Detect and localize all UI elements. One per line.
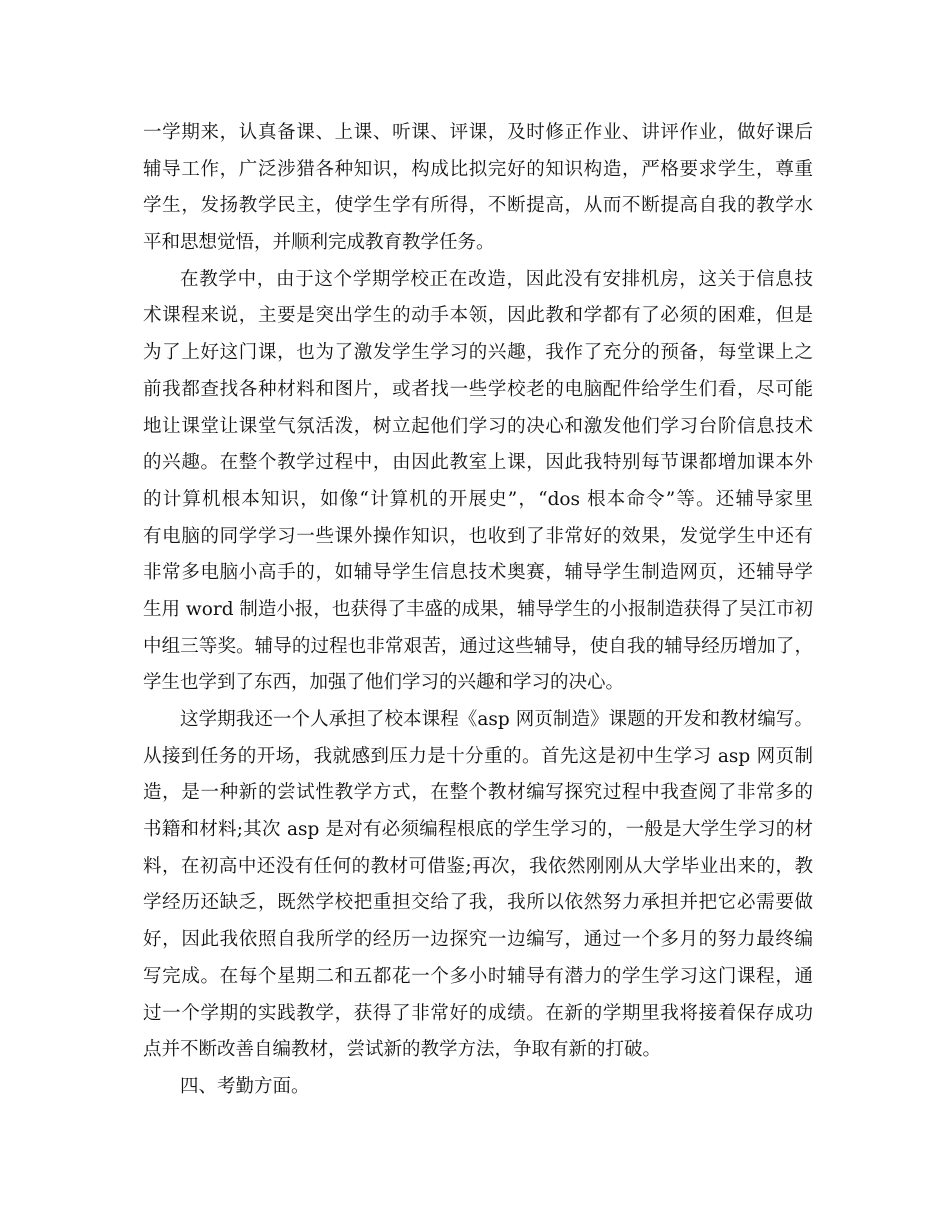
text-line: 中组三等奖。辅导的过程也非常艰苦，通过这些辅导，使自我的辅导经历增加了， xyxy=(143,635,813,657)
text-line: 过一个学期的实践教学，获得了非常好的成绩。在新的学期里我将接着保存成功 xyxy=(143,1002,813,1024)
text-line: 为了上好这门课，也为了激发学生学习的兴趣，我作了充分的预备，每堂课上之 xyxy=(143,342,813,364)
text-line: 学生也学到了东西，加强了他们学习的兴趣和学习的决心。 xyxy=(143,672,625,694)
text-line: 写完成。在每个星期二和五都花一个多小时辅导有潜力的学生学习这门课程，通 xyxy=(143,965,813,987)
text-line: 的计算机根本知识，如像“计算机的开展史”，“dos 根本命令”等。还辅导家里 xyxy=(143,488,813,510)
text-line: 在教学中，由于这个学期学校正在改造，因此没有安排机房，这关于信息技 xyxy=(180,268,813,290)
text-line: 点并不断改善自编教材，尝试新的教学方法，争取有新的打破。 xyxy=(143,1039,662,1061)
document-body xyxy=(143,115,813,1106)
text-line: 辅导工作，广泛涉猎各种知识，构成比拟完好的知识构造，严格要求学生，尊重 xyxy=(143,158,813,180)
text-line: 前我都查找各种材料和图片，或者找一些学校老的电脑配件给学生们看，尽可能 xyxy=(143,378,813,400)
text-line: 造，是一种新的尝试性教学方式，在整个教材编写探究过程中我查阅了非常多的 xyxy=(143,782,813,804)
text-line: 书籍和材料;其次 asp 是对有必须编程根底的学生学习的，一般是大学生学习的材 xyxy=(143,819,813,841)
text-line: 术课程来说，主要是突出学生的动手本领，因此教和学都有了必须的困难，但是 xyxy=(143,305,813,327)
text-line: 一学期来，认真备课、上课、听课、评课，及时修正作业、讲评作业，做好课后 xyxy=(143,122,813,143)
text-line: 学经历还缺乏，既然学校把重担交给了我，我所以依然努力承担并把它必需要做 xyxy=(143,892,813,914)
text-line: 有电脑的同学学习一些课外操作知识，也收到了非常好的效果，发觉学生中还有 xyxy=(143,525,813,547)
text-line: 四、考勤方面。 xyxy=(180,1075,310,1097)
paragraph xyxy=(143,702,813,1069)
text-line: 的兴趣。在整个教学过程中，由因此教室上课，因此我特别每节课都增加课本外 xyxy=(143,452,813,474)
text-line: 平和思想觉悟，并顺利完成教育教学任务。 xyxy=(143,232,495,254)
text-line: 非常多电脑小高手的，如辅导学生信息技术奥赛，辅导学生制造网页，还辅导学 xyxy=(143,562,813,584)
paragraph xyxy=(143,1069,813,1106)
paragraph xyxy=(143,262,813,702)
text-line: 好，因此我依照自我所学的经历一边探究一边编写，通过一个多月的努力最终编 xyxy=(143,929,813,951)
text-line: 料，在初高中还没有任何的教材可借鉴;再次，我依然刚刚从大学毕业出来的，教 xyxy=(143,855,813,877)
text-line: 地让课堂让课堂气氛活泼，树立起他们学习的决心和激发他们学习台阶信息技术 xyxy=(143,415,813,437)
text-line: 生用 word 制造小报，也获得了丰盛的成果，辅导学生的小报制造获得了吴江市初 xyxy=(143,598,813,620)
text-line: 学生，发扬教学民主，使学生学有所得，不断提高，从而不断提高自我的教学水 xyxy=(143,195,813,217)
text-line: 这学期我还一个人承担了校本课程《asp 网页制造》课题的开发和教材编写。 xyxy=(180,709,813,730)
paragraph xyxy=(143,115,813,262)
text-line: 从接到任务的开场，我就感到压力是十分重的。首先这是初中生学习 asp 网页制 xyxy=(143,745,813,767)
